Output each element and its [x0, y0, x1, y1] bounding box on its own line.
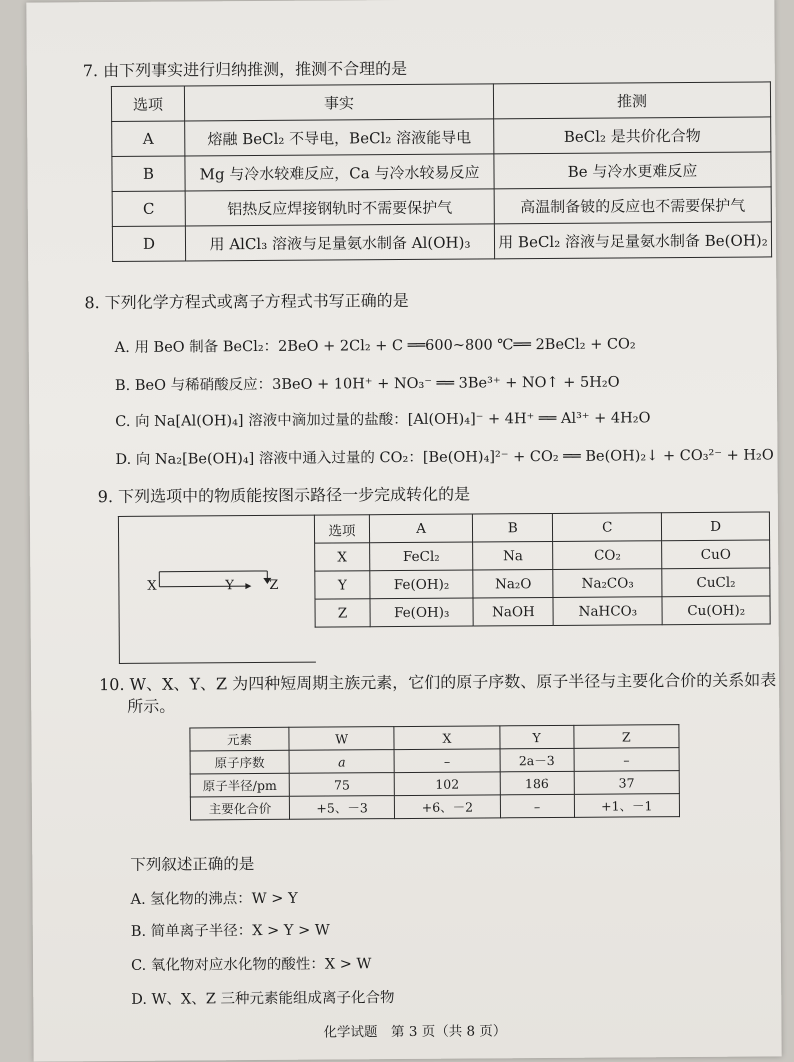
q10-stem: 下列叙述正确的是 [130, 853, 254, 876]
q10-header-z: Z [574, 725, 679, 749]
table-row [315, 540, 770, 571]
table-row [112, 117, 771, 157]
q10-cell: 37 [574, 771, 679, 795]
q10-row-label: 原子半径/pm [190, 773, 289, 797]
q7-cell-guess: 高温制备铍的反应也不需要保护气 [494, 187, 771, 224]
q9-cell: Na₂CO₃ [553, 569, 662, 598]
q9-cell: Na [473, 541, 553, 570]
q7-cell-fact: 铝热反应焊接钢轨时不需要保护气 [185, 189, 494, 226]
q7-cell-fact: 熔融 BeCl₂ 不导电，BeCl₂ 溶液能导电 [185, 119, 494, 156]
table-row [112, 222, 771, 262]
q9-header-option: 选项 [314, 515, 369, 543]
q10-cell: – [574, 748, 679, 772]
page-footer: 化学试题 第 3 页（共 8 页） [323, 1019, 506, 1040]
q10-table [189, 724, 680, 820]
q7-cell-guess: 用 BeCl₂ 溶液与足量氨水制备 Be(OH)₂ [494, 222, 771, 259]
q7-title: 7. 由下列事实进行归纳推测，推测不合理的是 [83, 58, 408, 82]
q9-header-b: B [473, 513, 553, 542]
q7-cell-opt: D [112, 226, 185, 262]
q7-cell-fact: Mg 与冷水较难反应，Ca 与冷水较易反应 [185, 154, 494, 191]
q8-title: 8. 下列化学方程式或离子方程式书写正确的是 [84, 290, 409, 314]
q10-cell: – [500, 794, 574, 818]
q10-cell: +5、－3 [289, 796, 394, 820]
q7-cell-fact: 用 AlCl₃ 溶液与足量氨水制备 Al(OH)₃ [185, 224, 494, 261]
q9-header-c: C [553, 513, 662, 542]
diagram-label-z: Z [269, 578, 278, 593]
q10-row-label: 原子序数 [190, 750, 289, 774]
q7-cell-opt: C [112, 191, 185, 227]
q9-cell: FeCl₂ [370, 542, 474, 571]
diagram-label-x: X [147, 579, 156, 594]
q10-cell: 186 [500, 771, 574, 795]
q10-cell: +1、－1 [574, 794, 679, 818]
q9-diagram-box [118, 515, 316, 664]
q9-table [314, 511, 771, 627]
q8-option-d: D. 向 Na₂[Be(OH)₄] 溶液中通入过量的 CO₂：[Be(OH)₄]²⁻ + CO₂ ══ Be(OH)₂↓ + CO₃²⁻ + H₂O [115, 445, 773, 470]
q10-option-c: C. 氧化物对应水化物的酸性：X > W [131, 954, 372, 976]
q7-header-fact: 事实 [184, 84, 493, 121]
table-row [190, 794, 679, 820]
q7-header-option: 选项 [111, 86, 184, 122]
q8-option-c: C. 向 Na[Al(OH)₄] 溶液中滴加过量的盐酸：[Al(OH)₄]⁻ + 4H⁺ ══ Al³⁺ + 4H₂O [115, 408, 650, 432]
q9-cell: NaOH [473, 597, 553, 626]
table-row [314, 512, 769, 543]
q9-title: 9. 下列选项中的物质能按图示路径一步完成转化的是 [98, 484, 471, 509]
table-row [112, 152, 771, 192]
q10-option-d: D. W、X、Z 三种元素能组成离子化合物 [131, 988, 394, 1010]
q10-cell: 75 [289, 773, 394, 797]
q9-header-a: A [369, 514, 473, 543]
q10-cell: – [394, 749, 499, 773]
q7-cell-guess: BeCl₂ 是共价化合物 [494, 117, 771, 154]
exam-page [26, 0, 781, 1062]
table-row [190, 771, 679, 797]
q9-cell: NaHCO₃ [553, 597, 662, 626]
table-row [315, 596, 770, 627]
q7-cell-opt: B [112, 156, 185, 192]
q7-cell-guess: Be 与冷水更难反应 [494, 152, 771, 189]
q9-row-label: Y [315, 571, 370, 599]
q10-title-line2: 所示。 [127, 696, 175, 718]
q7-table [111, 81, 772, 262]
q9-cell: Fe(OH)₂ [370, 570, 474, 599]
q10-option-a: A. 氢化物的沸点：W > Y [131, 889, 298, 910]
q9-cell: Na₂O [473, 569, 553, 598]
q7-header-guess: 推测 [493, 82, 770, 119]
q10-header-element: 元素 [190, 727, 289, 751]
q8-option-b: B. BeO 与稀硝酸反应：3BeO + 10H⁺ + NO₃⁻ ══ 3Be³⁺ + NO↑ + 5H₂O [115, 372, 620, 396]
q9-header-d: D [662, 512, 770, 541]
table-row [315, 568, 770, 599]
q10-header-y: Y [499, 725, 573, 749]
q9-cell: Cu(OH)₂ [662, 596, 770, 625]
table-row [112, 187, 771, 227]
q10-cell: 2a－3 [500, 748, 574, 772]
q9-cell: CuO [662, 540, 770, 569]
q7-cell-opt: A [112, 121, 185, 157]
table-row [190, 748, 679, 774]
q10-header-w: W [289, 727, 394, 751]
q9-row-label: X [315, 543, 370, 571]
q9-row-label: Z [315, 599, 370, 627]
diagram-label-y: Y [225, 578, 234, 593]
q10-cell: +6、－2 [395, 795, 500, 819]
q8-option-a: A. 用 BeO 制备 BeCl₂：2BeO + 2Cl₂ + C ══600~800 ℃══ 2BeCl₂ + CO₂ [115, 334, 636, 358]
q10-cell: 102 [394, 772, 499, 796]
table-row [190, 725, 679, 751]
q9-cell: Fe(OH)₃ [370, 598, 474, 627]
q10-row-label: 主要化合价 [190, 796, 289, 820]
q9-cell: CO₂ [553, 541, 662, 570]
q10-title-line1: 10. W、X、Y、Z 为四种短周期主族元素，它们的原子序数、原子半径与主要化合价的关系如表 [99, 669, 776, 696]
q10-header-x: X [394, 726, 499, 750]
q10-cell: a [289, 750, 394, 774]
q10-option-b: B. 简单离子半径：X > Y > W [131, 921, 330, 942]
table-row [111, 82, 770, 122]
q9-cell: CuCl₂ [662, 568, 770, 597]
